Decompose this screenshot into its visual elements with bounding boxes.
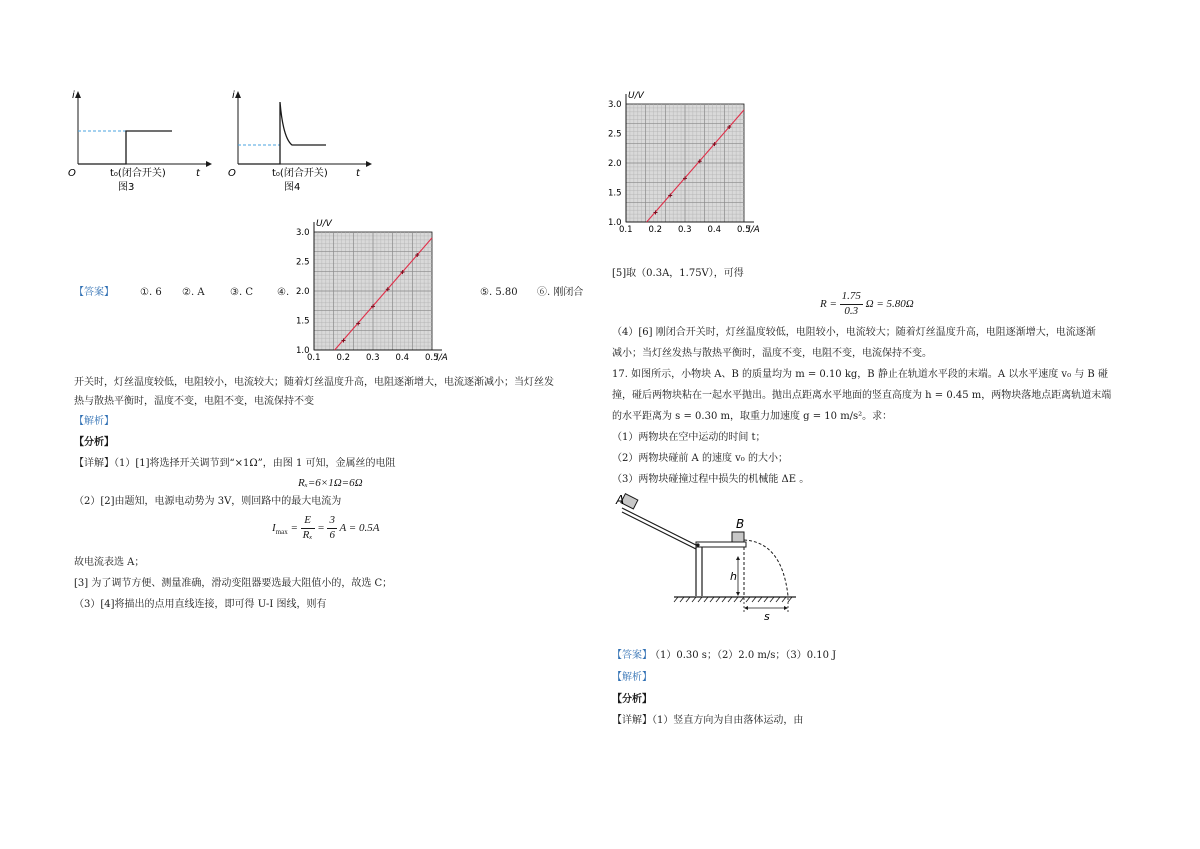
- detail-1: 【详解】（1）[1]将选择开关调节到“×1Ω”，由图 1 可知，金属丝的电阻: [74, 458, 396, 469]
- part4-line-1: （4）[6] 刚闭合开关时，灯丝温度较低，电阻较小，电流较大；随着灯丝温度升高，电阻逐渐增大，电流逐渐: [612, 327, 1096, 338]
- imax-num-2: 3: [327, 514, 337, 529]
- answer-text-right: （1）0.30 s；（2）2.0 m/s；（3）0.10 J: [650, 650, 837, 661]
- left-chart-y-tick-1: 1.5: [296, 316, 310, 327]
- right-chart-y-tick-0: 1.0: [608, 218, 622, 228]
- ui-graph-right: [604, 88, 774, 244]
- detail-2: （2）[2]由题知，电源电动势为 3V，则回路中的最大电流为: [74, 496, 342, 507]
- imax-frac-2: [327, 514, 337, 543]
- fig3-origin: O: [68, 168, 76, 179]
- answer-3: ③. C: [230, 287, 253, 298]
- q17-line-3: 的水平距离为 s = 0.30 m，取重力加速度 g = 10 m/s²。求：: [612, 411, 893, 422]
- r-num: 1.75: [840, 290, 863, 305]
- imax-den-1: Rₓ: [302, 528, 313, 541]
- part4-line-2: 减小；当灯丝发热与散热平衡时，温度不变，电阻不变，电流保持不变。: [612, 348, 932, 359]
- r-frac: [840, 290, 863, 319]
- right-chart-x-label: I/A: [748, 225, 760, 235]
- fig4-x-label: t: [356, 168, 360, 179]
- right-chart-x-tick-4: 0.5: [737, 225, 751, 235]
- r-equation: [820, 290, 914, 319]
- q17-question-2: （2）两物块碰前 A 的速度 v₀ 的大小；: [612, 453, 788, 464]
- r-lhs: R =: [820, 297, 837, 310]
- q17-question-1: （1）两物块在空中运动的时间 t；: [612, 432, 766, 443]
- left-chart-y-tick-2: 2.0: [296, 287, 310, 297]
- fig4-caption: 图4: [284, 182, 301, 193]
- answer-4: ④.: [277, 287, 290, 298]
- left-chart-y-tick-4: 3.0: [296, 228, 310, 238]
- fig4-t0-label: t₀(闭合开关): [272, 168, 328, 179]
- fig3-x-label: t: [196, 168, 200, 179]
- left-chart-x-tick-4: 0.5: [425, 353, 439, 363]
- right-chart-y-label: U/V: [628, 91, 644, 101]
- fig4-origin: O: [228, 168, 236, 179]
- q17-question-3: （3）两物块碰撞过程中损失的机械能 ΔE 。: [612, 474, 810, 485]
- left-chart-x-tick-1: 0.2: [336, 353, 351, 363]
- imax-equation: $I_{max}$ = $\frac{E}{\text{Rₓ}}$ = $\frac{3}{6}$ A = 0.5A: [272, 514, 380, 541]
- q17-line-2: 撞，碰后两物块粘在一起水平抛出。抛出点距离水平地面的竖直高度为 h = 0.45 m，两物块落地点距离轨道末端: [612, 390, 1112, 401]
- choose-ammeter: 故电流表选 A；: [74, 557, 145, 568]
- left-chart-x-label: I/A: [436, 353, 448, 363]
- answer-tag-left: 【答案】: [74, 287, 114, 298]
- answer-6: ⑥. 刚闭合: [537, 287, 584, 298]
- detail-4: （3）[4]将描出的点用直线连接，即可得 U-I 图线，则有: [74, 599, 327, 610]
- left-chart-x-tick-0: 0.1: [307, 353, 321, 363]
- right-chart-y-tick-3: 2.5: [608, 129, 622, 140]
- label-s: s: [764, 610, 770, 623]
- label-b: B: [736, 517, 745, 531]
- right-chart-x-tick-3: 0.4: [707, 225, 722, 235]
- fenxi-left: 【分析】: [74, 437, 114, 448]
- track-diagram: [612, 490, 812, 625]
- detail-right-1: 【详解】（1）竖直方向为自由落体运动，由: [612, 715, 804, 726]
- detail-3: [3] 为了调节方便、测量准确，滑动变阻器要选最大阻值小的，故选 C；: [74, 578, 393, 589]
- ui-graph-left: [292, 216, 462, 372]
- left-chart-x-tick-2: 0.3: [366, 353, 380, 363]
- right-chart-y-tick-2: 2.0: [608, 159, 622, 169]
- r-den: 0.3: [844, 304, 859, 317]
- answer-continuation-1: 开关时，灯丝温度较低，电阻较小，电流较大；随着灯丝温度升高，电阻逐渐增大，电流逐渐减小；当灯丝发: [74, 377, 554, 388]
- fig3-t0-label: t₀(闭合开关): [110, 168, 166, 179]
- right-chart-x-tick-2: 0.3: [678, 225, 692, 235]
- imax-sub: max: [275, 527, 288, 536]
- left-chart-y-tick-0: 1.0: [296, 346, 310, 356]
- label-a: A: [616, 493, 625, 507]
- take-point: [5]取（0.3A，1.75V），可得: [612, 268, 744, 279]
- fig3-caption: 图3: [118, 182, 135, 193]
- left-chart-y-label: U/V: [316, 219, 332, 229]
- right-chart-y-tick-4: 3.0: [608, 100, 622, 110]
- fenxi-right: 【分析】: [612, 694, 652, 705]
- right-chart-y-tick-1: 1.5: [608, 188, 622, 199]
- fig4-y-label: i: [232, 90, 235, 101]
- jiexi-left: 【解析】: [74, 416, 114, 427]
- imax-den-2: 6: [329, 528, 335, 541]
- imax-num-1: E: [301, 514, 315, 529]
- answer-continuation-2: 热与散热平衡时，温度不变，电阻不变，电流保持不变: [74, 396, 314, 407]
- right-chart-x-tick-1: 0.2: [648, 225, 663, 235]
- answer-tag-right: 【答案】: [612, 650, 652, 661]
- r-rhs: Ω = 5.80Ω: [865, 297, 914, 310]
- fig3-y-label: i: [72, 90, 75, 101]
- rx-equation: Rₓ=6×1Ω=6Ω: [298, 477, 363, 489]
- answer-1: ①. 6: [140, 287, 162, 298]
- figure-4: [226, 88, 376, 198]
- jiexi-right: 【解析】: [612, 672, 652, 683]
- left-chart-y-tick-3: 2.5: [296, 257, 310, 268]
- left-chart-x-tick-3: 0.4: [395, 353, 410, 363]
- q17-line-1: 17. 如图所示，小物块 A、B 的质量均为 m = 0.10 kg，B 静止在轨道水平段的末端。A 以水平速度 v₀ 与 B 碰: [612, 369, 1108, 380]
- answer-5: ⑤. 5.80: [480, 287, 518, 298]
- right-chart-x-tick-0: 0.1: [619, 225, 633, 235]
- answer-2: ②. A: [182, 287, 205, 298]
- imax-frac-1: [301, 514, 315, 543]
- imax-rhs: A = 0.5A: [339, 521, 380, 534]
- figure-3: [66, 88, 216, 198]
- label-h: h: [730, 570, 737, 583]
- imax-lhs: I: [272, 521, 276, 534]
